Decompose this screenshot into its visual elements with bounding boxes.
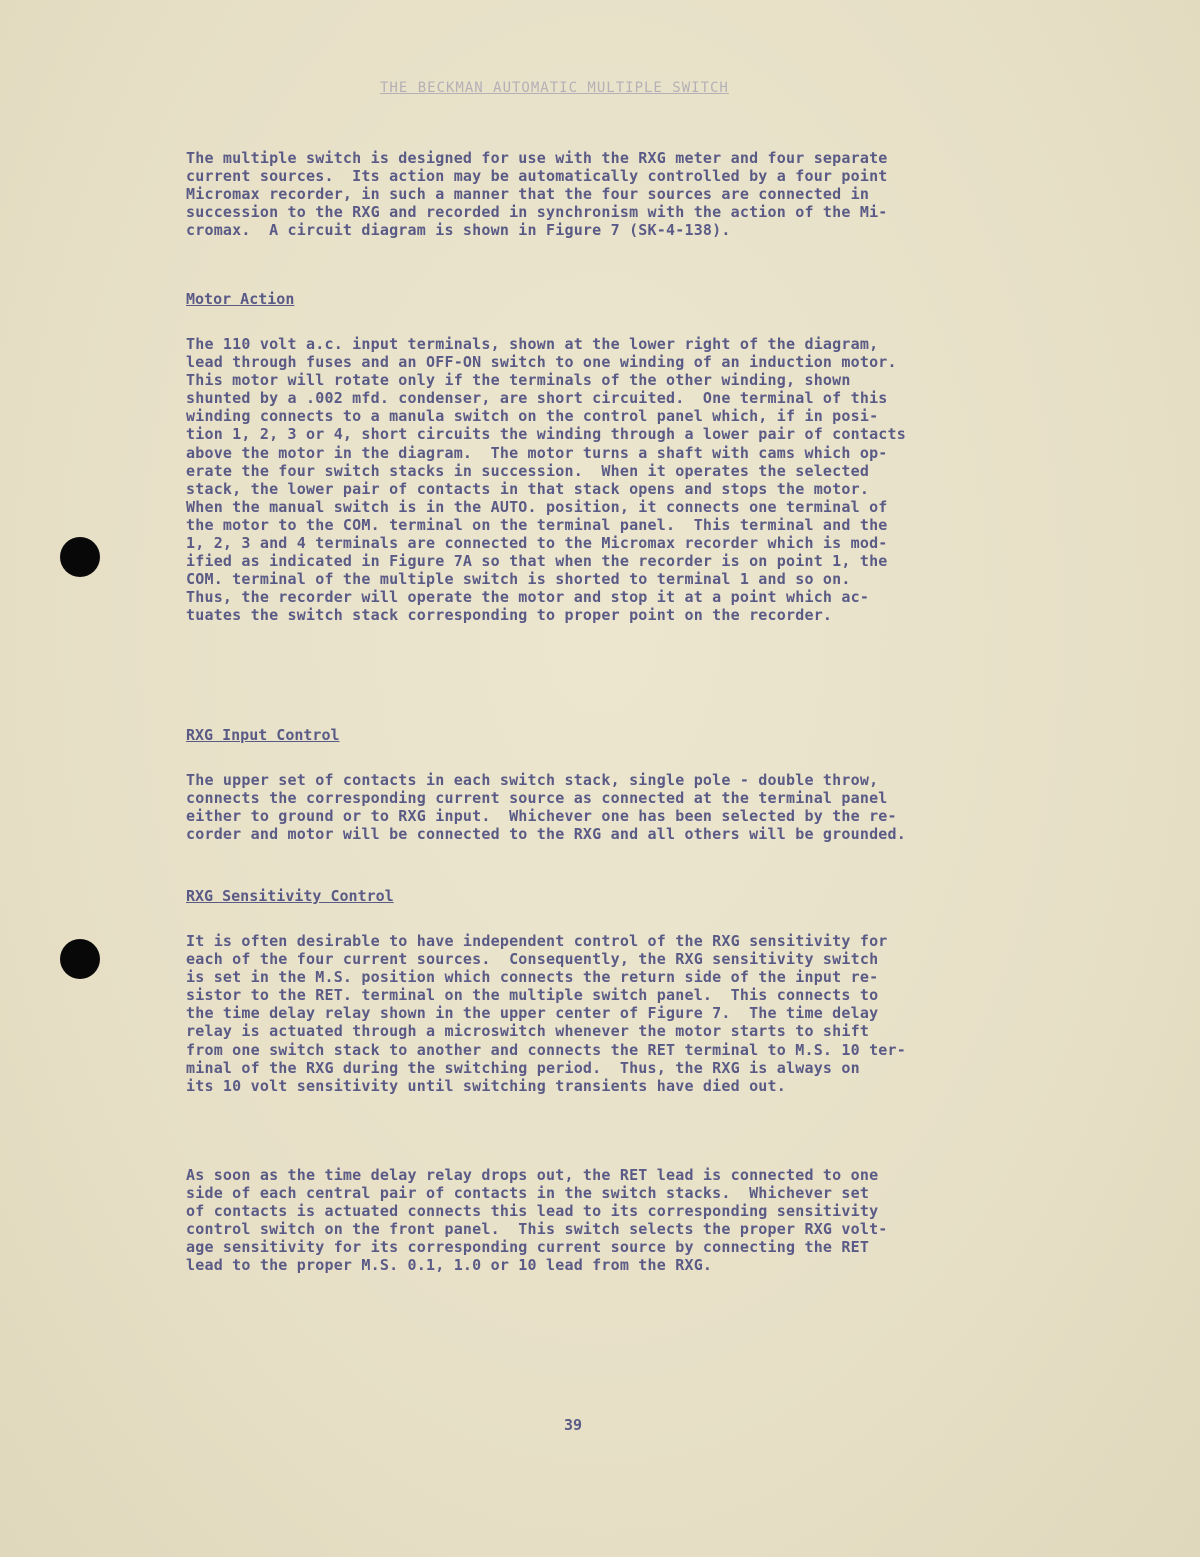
text-line: is set in the M.S. position which connects the return side of the input re- xyxy=(186,968,879,987)
text-line: Thus, the recorder will operate the motor and stop it at a point which ac- xyxy=(186,588,870,607)
text-line: the motor to the COM. terminal on the terminal panel. This terminal and the xyxy=(186,515,888,534)
text-line: side of each central pair of contacts in the switch stacks. Whichever set xyxy=(186,1184,870,1203)
text-line: Micromax recorder, in such a manner that the four sources are connected in xyxy=(186,185,870,204)
text-line: from one switch stack to another and connects the RET terminal to M.S. 10 ter- xyxy=(186,1040,906,1059)
section-heading-rxg-input-control: RXG Input Control xyxy=(186,726,340,744)
text-line: As soon as the time delay relay drops out, the RET lead is connected to one xyxy=(186,1166,879,1184)
text-line: succession to the RXG and recorded in synchronism with the action of the Mi- xyxy=(186,203,888,222)
text-line: stack, the lower pair of contacts in that stack opens and stops the motor. xyxy=(186,479,870,498)
text-line: cromax. A circuit diagram is shown in Figure 7 (SK-4-138). xyxy=(186,221,731,240)
page-number: 39 xyxy=(564,1416,583,1434)
text-line: sistor to the RET. terminal on the multiple switch panel. This connects to xyxy=(186,986,879,1005)
text-line: The multiple switch is designed for use with the RXG meter and four separate xyxy=(186,149,888,167)
punch-hole-bottom xyxy=(60,939,100,979)
text-line: above the motor in the diagram. The motor turns a shaft with cams which op- xyxy=(186,443,888,462)
text-line: This motor will rotate only if the terminals of the other winding, shown xyxy=(186,371,851,390)
text-line: connects the corresponding current source as connected at the terminal panel xyxy=(186,789,888,808)
text-line: either to ground or to RXG input. Whichever one has been selected by the re- xyxy=(186,807,897,826)
running-head: THE BECKMAN AUTOMATIC MULTIPLE SWITCH xyxy=(380,80,729,96)
text-line: lead to the proper M.S. 0.1, 1.0 or 10 lead from the RXG. xyxy=(186,1256,713,1275)
text-line: the time delay relay shown in the upper center of Figure 7. The time delay xyxy=(186,1004,879,1023)
text-line: control switch on the front panel. This switch selects the proper RXG volt- xyxy=(186,1220,888,1239)
text-line: of contacts is actuated connects this lead to its corresponding sensitivity xyxy=(186,1202,879,1221)
rxg-sensitivity-paragraph-2 xyxy=(186,1166,1086,1275)
text-line: tuates the switch stack corresponding to proper point on the recorder. xyxy=(186,606,833,625)
text-line: its 10 volt sensitivity until switching transients have died out. xyxy=(186,1076,786,1095)
text-line: shunted by a .002 mfd. condenser, are short circuited. One terminal of this xyxy=(186,389,888,408)
text-line: winding connects to a manula switch on the control panel which, if in posi- xyxy=(186,407,879,426)
punch-hole-top xyxy=(60,537,100,577)
text-line: lead through fuses and an OFF-ON switch to one winding of an induction motor. xyxy=(186,353,897,372)
rxg-input-control-paragraph xyxy=(186,771,1086,843)
text-line: corder and motor will be connected to the RXG and all others will be grounded. xyxy=(186,825,906,844)
text-line: age sensitivity for its corresponding current source by connecting the RET xyxy=(186,1238,870,1257)
rxg-sensitivity-paragraph-1 xyxy=(186,932,1086,1095)
intro-paragraph xyxy=(186,149,1086,239)
text-line: When the manual switch is in the AUTO. position, it connects one terminal of xyxy=(186,497,888,516)
text-line: It is often desirable to have independent control of the RXG sensitivity for xyxy=(186,932,888,950)
text-line: each of the four current sources. Consequently, the RXG sensitivity switch xyxy=(186,950,879,969)
text-line: The 110 volt a.c. input terminals, shown at the lower right of the diagram, xyxy=(186,335,879,353)
motor-action-paragraph xyxy=(186,335,1086,625)
text-line: erate the four switch stacks in succession. When it operates the selected xyxy=(186,461,870,480)
text-line: The upper set of contacts in each switch stack, single pole - double throw, xyxy=(186,771,879,789)
section-heading-rxg-sensitivity-control: RXG Sensitivity Control xyxy=(186,887,394,905)
text-line: minal of the RXG during the switching period. Thus, the RXG is always on xyxy=(186,1058,860,1077)
section-heading-motor-action: Motor Action xyxy=(186,290,295,308)
text-line: 1, 2, 3 and 4 terminals are connected to the Micromax recorder which is mod- xyxy=(186,534,888,553)
text-line: ified as indicated in Figure 7A so that when the recorder is on point 1, the xyxy=(186,552,888,571)
text-line: tion 1, 2, 3 or 4, short circuits the winding through a lower pair of contacts xyxy=(186,425,906,444)
text-line: relay is actuated through a microswitch whenever the motor starts to shift xyxy=(186,1022,870,1041)
text-line: COM. terminal of the multiple switch is shorted to terminal 1 and so on. xyxy=(186,570,851,589)
text-line: current sources. Its action may be automatically controlled by a four point xyxy=(186,167,888,186)
